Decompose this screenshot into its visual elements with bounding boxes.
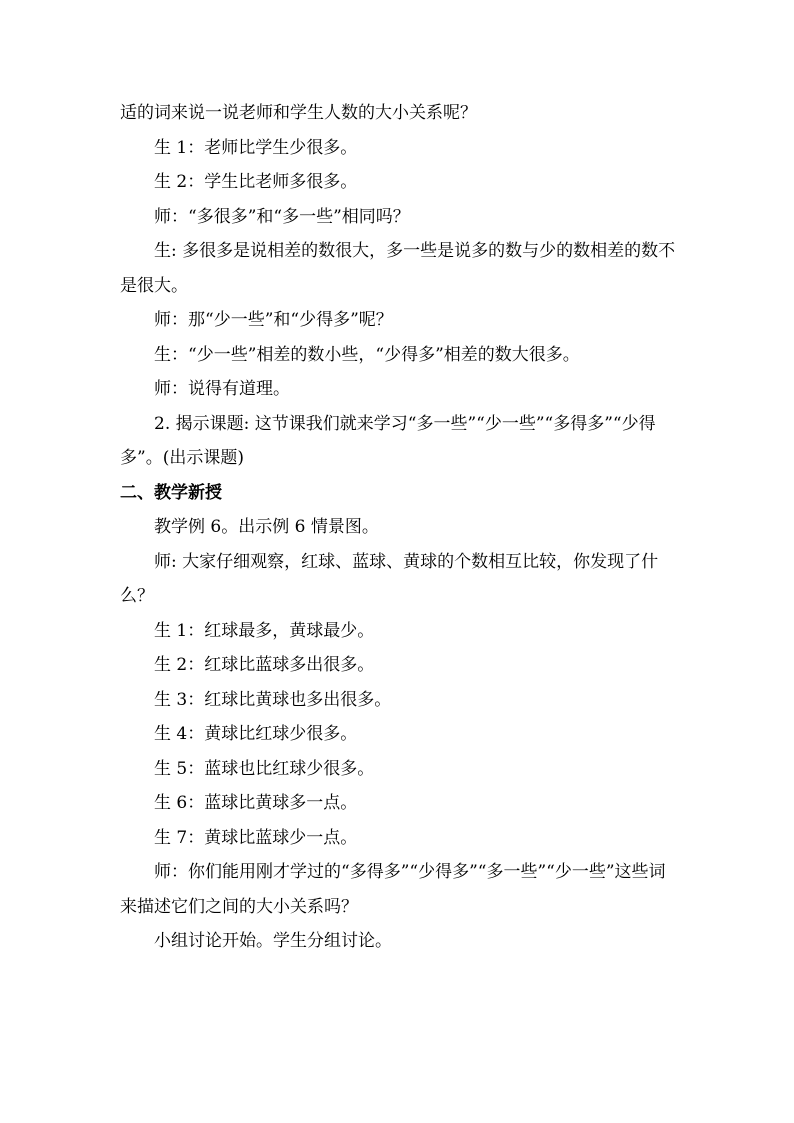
paragraph: 师：“多很多”和“多一些”相同吗？ (154, 206, 410, 227)
paragraph: 2. 揭示课题: 这节课我们就来学习“多一些”“少一些”“多得多”“少得多”。(出示课题) (120, 413, 656, 468)
paragraph: 师：那“少一些”和“少得多”呢？ (154, 310, 393, 330)
paragraph: 小组讨论开始。学生分组讨论。 (154, 931, 392, 951)
paragraph: 生 1：老师比学生少很多。 (154, 137, 358, 158)
paragraph: 师：你们能用刚才学过的“多得多”“少得多”“多一些”“少一些”这些词来描述它们之间的大小关系吗？ (120, 862, 666, 917)
paragraph: 适的词来说一说老师和学生人数的大小关系呢？ (120, 103, 477, 123)
paragraph: 生：“少一些”相差的数小些，“少得多”相差的数大很多。 (154, 344, 580, 365)
paragraph: 师：说得有道理。 (154, 379, 290, 399)
paragraph: 生 7：黄球比蓝球少一点。 (154, 827, 358, 848)
paragraph: 师: 大家仔细观察，红球、蓝球、黄球的个数相互比较，你发现了什么？ (120, 551, 659, 606)
paragraph: 生 4：黄球比红球少很多。 (154, 724, 358, 744)
section-heading: 二、教学新授 (120, 482, 222, 503)
paragraph: 生 3：红球比黄球也多出很多。 (154, 689, 392, 710)
paragraph: 生 6：蓝球比黄球多一点。 (154, 793, 358, 813)
paragraph: 生 2：学生比老师多很多。 (154, 172, 358, 192)
paragraph: 生: 多很多是说相差的数很大，多一些是说多的数与少的数相差的数不是很大。 (120, 241, 676, 296)
paragraph: 教学例 6。出示例 6 情景图。 (154, 517, 379, 537)
document-body (120, 96, 680, 959)
paragraph: 生 5：蓝球也比红球少很多。 (154, 758, 375, 779)
paragraph: 生 2：红球比蓝球多出很多。 (154, 655, 375, 675)
paragraph: 生 1：红球最多，黄球最少。 (154, 620, 375, 641)
